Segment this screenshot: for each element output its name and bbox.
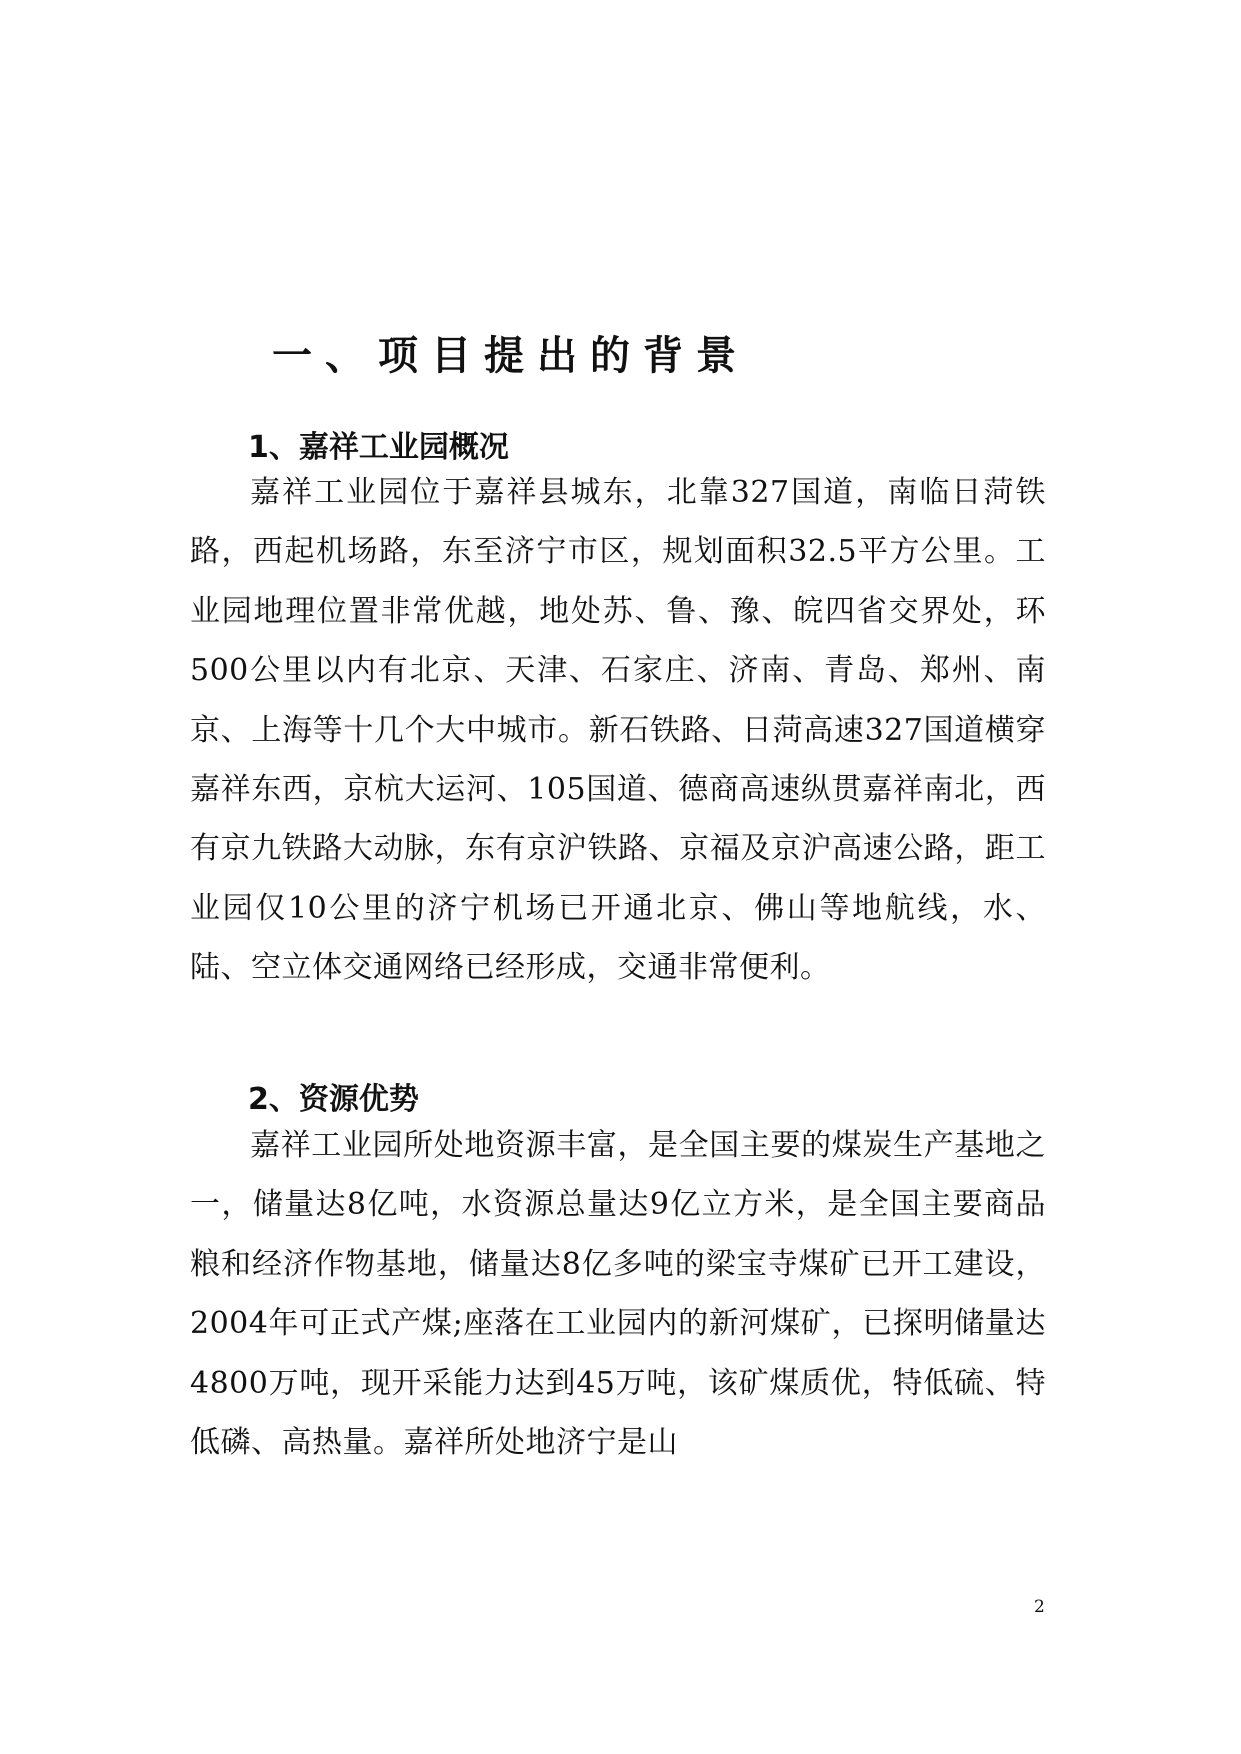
section-heading-resources: 2、资源优势 (248, 1082, 419, 1117)
paragraph-overview: 嘉祥工业园位于嘉祥县城东，北靠327国道，南临日菏铁路，西起机场路，东至济宁市区，规划面积32.5平方公里。工业园地理位置非常优越，地处苏、鲁、豫、皖四省交界处，环500公里以内有北京、天津、石家庄、济南、青岛、郑州、南京、上海等十几个大中城市。新石铁路、日菏高速327国道横穿嘉祥东西，京杭大运河、105国道、德商高速纵贯嘉祥南北，西有京九铁路大动脉，东有京沪铁路、京福及京沪高速公路，距工业园仅10公里的济宁机场已开通北京、佛山等地航线，水、陆、空立体交通网络已经形成，交通非常便利。 (190, 475, 1046, 986)
paragraph-resources: 嘉祥工业园所处地资源丰富，是全国主要的煤炭生产基地之一，储量达8亿吨，水资源总量达9亿立方米，是全国主要商品粮和经济作物基地，储量达8亿多吨的梁宝寺煤矿已开工建设，2004年可正式产煤;座落在工业园内的新河煤矿，已探明储量达4800万吨，现开采能力达到45万吨，该矿煤质优，特低硫、特低磷、高热量。嘉祥所处地济宁是山 (190, 1128, 1046, 1461)
page-number: 2 (1034, 1597, 1045, 1617)
section-heading-overview: 1、嘉祥工业园概况 (248, 430, 509, 465)
chapter-title: 一、项目提出的背景 (272, 333, 749, 379)
